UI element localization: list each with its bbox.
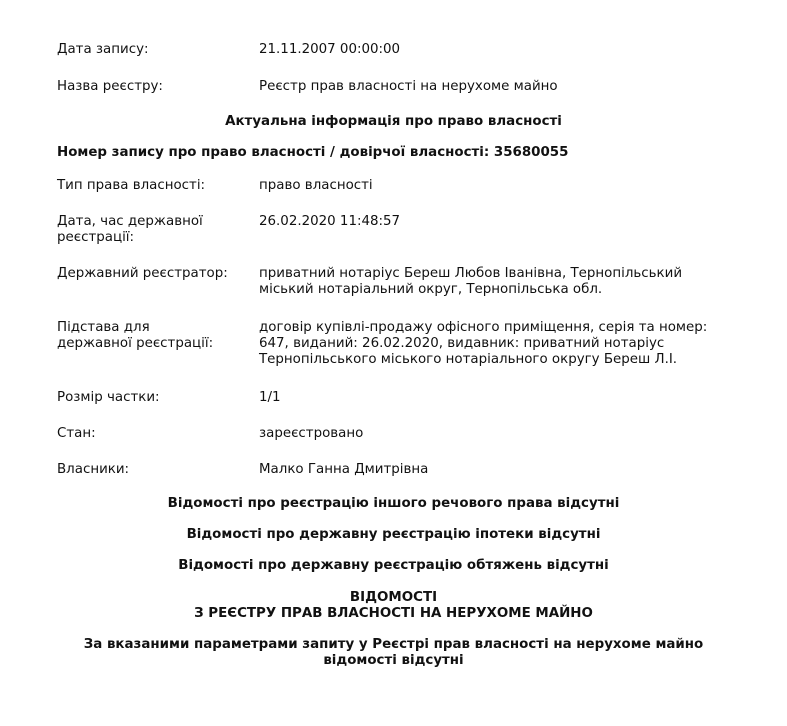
registry-name-value: Реєстр прав власності на нерухоме майно bbox=[259, 79, 558, 94]
basis-value bbox=[259, 320, 729, 368]
basis-value-line-3: Тернопільського міського нотаріального округу Береш Л.І. bbox=[259, 352, 678, 367]
mortgage-absent-notice: Відомості про державну реєстрацію іпотеки відсутні bbox=[186, 527, 601, 542]
basis-label-line-1: Підстава для bbox=[57, 320, 150, 335]
registry-section-result-line-2: відомості відсутні bbox=[323, 653, 464, 668]
registry-section-result-line-1: За вказаними параметрами запиту у Реєстрі прав власності на нерухоме майно bbox=[83, 637, 704, 652]
record-date-label: Дата запису: bbox=[57, 42, 149, 57]
registrar-value-line-1: приватний нотаріус Береш Любов Іванівна, Тернопільський bbox=[259, 266, 683, 281]
share-size-label: Розмір частки: bbox=[57, 390, 160, 405]
registry-section-result bbox=[0, 637, 787, 669]
basis-label-line-2: державної реєстрації: bbox=[57, 336, 214, 351]
registration-datetime-label-line-2: реєстрації: bbox=[57, 230, 135, 245]
share-size-value: 1/1 bbox=[259, 390, 281, 405]
registry-section-title bbox=[0, 590, 787, 622]
right-type-label: Тип права власності: bbox=[57, 178, 206, 193]
owners-value: Малко Ганна Дмитрівна bbox=[259, 462, 429, 477]
status-value: зареєстровано bbox=[259, 426, 364, 441]
record-number-heading: Номер запису про право власності / довірчої власності: 35680055 bbox=[57, 145, 569, 160]
registrar-value-line-2: міський нотаріальний округ, Тернопільська обл. bbox=[259, 282, 603, 297]
registration-datetime-label bbox=[57, 214, 247, 246]
registrar-value bbox=[259, 266, 729, 298]
registry-section-title-line-1: ВІДОМОСТІ bbox=[349, 590, 438, 605]
registry-name-label: Назва реєстру: bbox=[57, 79, 163, 94]
actual-info-heading: Актуальна інформація про право власності bbox=[225, 114, 562, 129]
encumbrance-absent-notice: Відомості про державну реєстрацію обтяжень відсутні bbox=[178, 558, 609, 573]
basis-value-line-1: договір купівлі-продажу офісного приміщення, серія та номер: bbox=[259, 320, 708, 335]
other-right-absent-notice: Відомості про реєстрацію іншого речового права відсутні bbox=[167, 496, 620, 511]
record-date-value: 21.11.2007 00:00:00 bbox=[259, 42, 401, 57]
status-label: Стан: bbox=[57, 426, 96, 441]
basis-value-line-2: 647, виданий: 26.02.2020, видавник: приватний нотаріус bbox=[259, 336, 665, 351]
right-type-value: право власності bbox=[259, 178, 373, 193]
registrar-label: Державний реєстратор: bbox=[57, 266, 228, 281]
owners-label: Власники: bbox=[57, 462, 130, 477]
registration-datetime-label-line-1: Дата, час державної bbox=[57, 214, 203, 229]
basis-label bbox=[57, 320, 247, 352]
registration-datetime-value: 26.02.2020 11:48:57 bbox=[259, 214, 401, 229]
registry-section-title-line-2: З РЕЄСТРУ ПРАВ ВЛАСНОСТІ НА НЕРУХОМЕ МАЙНО bbox=[194, 606, 593, 621]
